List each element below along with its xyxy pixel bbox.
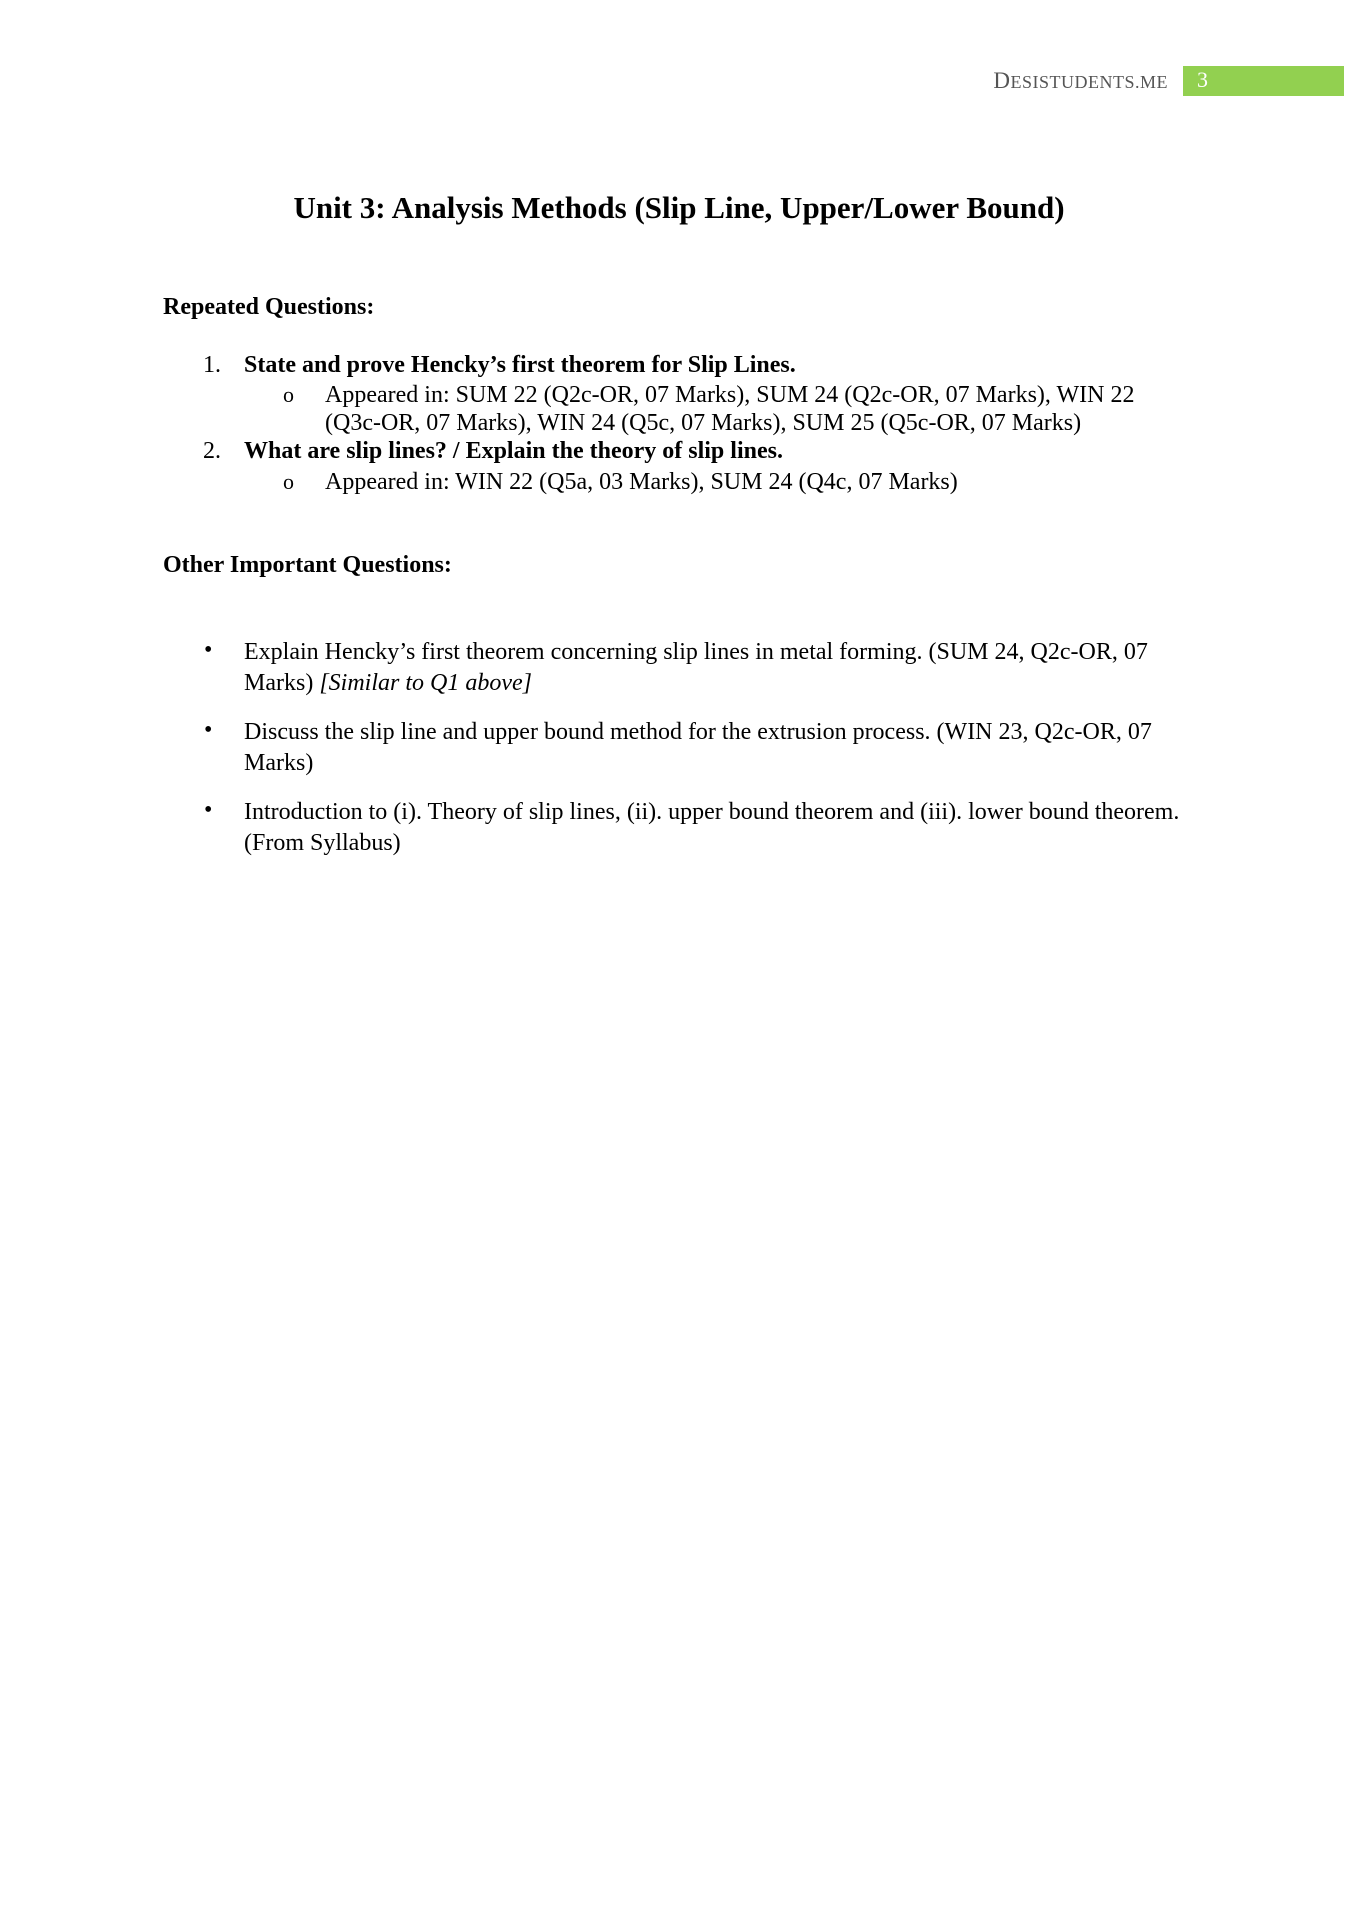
question-2-number: 2. (203, 438, 221, 464)
question-2-appeared: Appeared in: WIN 22 (Q5a, 03 Marks), SUM 24 (Q4c, 07 Marks) (325, 469, 958, 495)
other-item-1-main: Explain Hencky’s first theorem concerning slip lines in metal forming. (SUM 24, Q2c-OR, 07 Marks) (244, 639, 1148, 696)
question-1-appeared: Appeared in: SUM 22 (Q2c-OR, 07 Marks), SUM 24 (Q2c-OR, 07 Marks), WIN 22 (Q3c-OR, 07 Marks), WIN 24 (Q5c, 07 Marks), SUM 25 (Q5c-OR, 07 Marks) (325, 382, 1135, 436)
question-1-sub-bullet: o (283, 382, 294, 407)
repeated-questions-heading: Repeated Questions: (163, 294, 375, 320)
other-item-2-bullet: • (204, 717, 213, 743)
other-item-2-text: Discuss the slip line and upper bound method for the extrusion process. (WIN 23, Q2c-OR, 07 Marks) (244, 719, 1152, 776)
question-1-number: 1. (203, 352, 221, 378)
question-2-text: What are slip lines? / Explain the theory of slip lines. (244, 438, 783, 464)
other-item-1-text (244, 637, 1194, 699)
question-2-sub-bullet: o (283, 469, 294, 494)
page-title: Unit 3: Analysis Methods (Slip Line, Upper/Lower Bound) (293, 190, 1065, 225)
page-number: 3 (1197, 67, 1208, 92)
site-name-initial: D (993, 68, 1011, 93)
other-item-1-bullet: • (204, 637, 213, 663)
site-name-rest: ESISTUDENTS.ME (1010, 72, 1168, 92)
page-number-box (1183, 66, 1344, 96)
other-item-3-bullet: • (204, 797, 213, 823)
other-item-3-text: Introduction to (i). Theory of slip lines, (ii). upper bound theorem and (iii). lower bound theorem. (From Syllabus) (244, 799, 1180, 856)
question-1-text: State and prove Hencky’s first theorem for Slip Lines. (244, 352, 796, 378)
page-header (0, 66, 1358, 96)
other-item-1-note: [Similar to Q1 above] (319, 670, 532, 696)
other-questions-heading: Other Important Questions: (163, 552, 452, 578)
site-name (993, 68, 1168, 94)
